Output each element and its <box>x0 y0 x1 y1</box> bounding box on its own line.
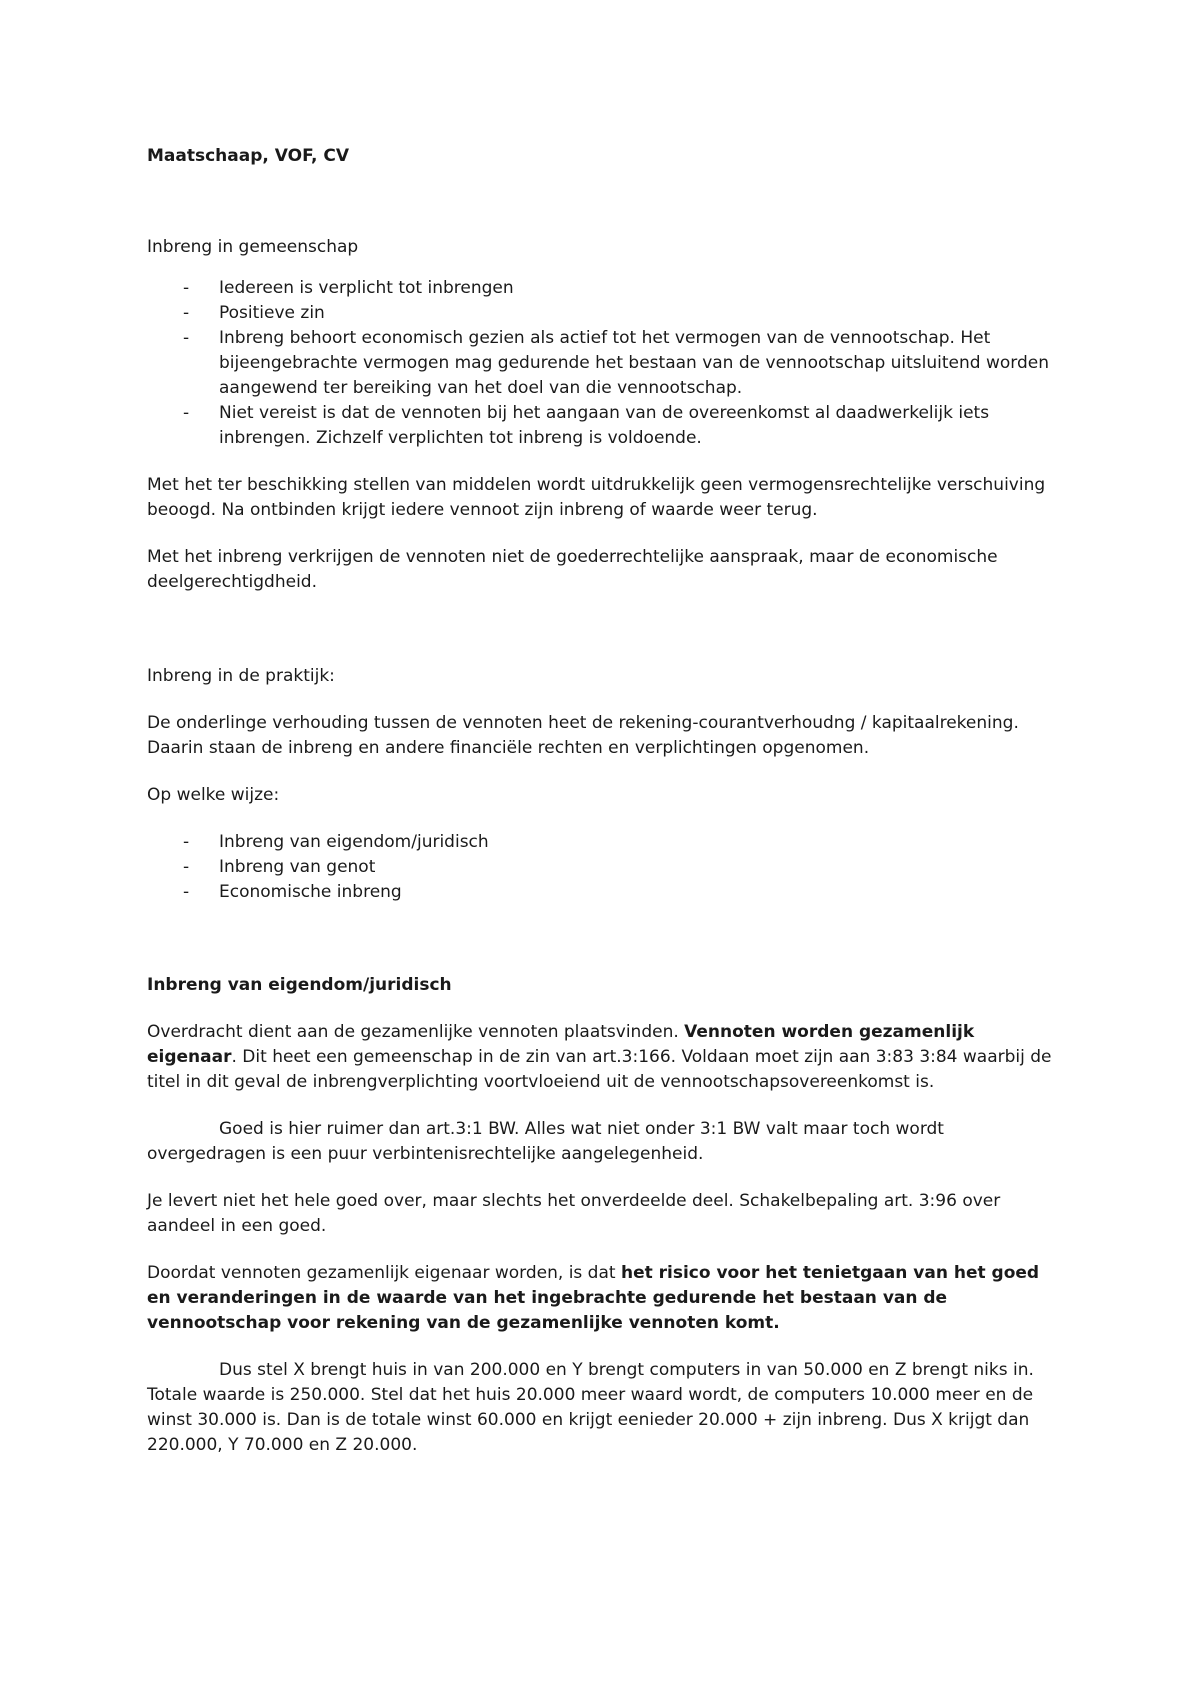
dash-bullet-icon: - <box>183 403 190 423</box>
list-item: - Economische inbreng <box>147 880 1067 905</box>
dash-bullet-icon: - <box>183 328 190 348</box>
list-item: - Positieve zin <box>147 301 1067 326</box>
emphasis-text: Vennoten worden gezamenlijk eigenaar <box>147 1022 975 1067</box>
list-item: - Inbreng van eigendom/juridisch <box>147 830 1067 855</box>
list-item: - Inbreng van genot <box>147 855 1067 880</box>
dash-bullet-icon: - <box>183 882 190 902</box>
section-heading-inbreng-in-de-praktijk: Inbreng in de praktijk: <box>147 666 335 686</box>
document-page <box>147 144 1067 1458</box>
dash-bullet-icon: - <box>183 278 190 298</box>
list-item: - Inbreng behoort economisch gezien als actief tot het vermogen van de vennootschap. Het bijeengebrachte vermogen mag gedurende het bestaan van de vennootschap uitsluitend worden aangewend ter bereiking van het doel van die vennootschap. <box>183 328 1049 398</box>
spacer <box>147 169 1067 235</box>
paragraph: Met het inbreng verkrijgen de vennoten niet de goederrechtelijke aanspraak, maar de economische deelgerechtigdheid. <box>147 547 998 592</box>
paragraph: Met het ter beschikking stellen van middelen wordt uitdrukkelijk geen vermogensrechtelijke verschuiving beoogd. Na ontbinden krijgt iedere vennoot zijn inbreng of waarde weer terug. <box>147 475 1046 520</box>
paragraph: De onderlinge verhouding tussen de vennoten heet de rekening-courantverhoudng / kapitaalrekening. Daarin staan de inbreng en andere financiële rechten en verplichtingen opgenomen. <box>147 713 1019 758</box>
document-title: Maatschaap, VOF, CV <box>147 146 349 166</box>
list-item: - Iedereen is verplicht tot inbrengen <box>147 276 1067 301</box>
paragraph: Op welke wijze: <box>147 785 280 805</box>
dash-bullet-icon: - <box>183 857 190 877</box>
section-heading-inbreng-in-gemeenschap: Inbreng in gemeenschap <box>147 237 359 257</box>
paragraph: Doordat vennoten gezamenlijk eigenaar worden, is dat het risico voor het tenietgaan van het goed en veranderingen in de waarde van het ingebrachte gedurende het bestaan van de vennootschap voor rekening van de gezamenlijke vennoten komt. <box>147 1263 1040 1333</box>
section-heading-inbreng-van-eigendom: Inbreng van eigendom/juridisch <box>147 975 452 995</box>
bullet-list <box>147 276 1067 451</box>
paragraph: Overdracht dient aan de gezamenlijke vennoten plaatsvinden. Vennoten worden gezamenlijk eigenaar. Dit heet een gemeenschap in de zin van art.3:166. Voldaan moet zijn aan 3:83 3:84 waarbij de titel in dit geval de inbrengverplichting voortvloeiend uit de vennootschapsovereenkomst is. <box>147 1022 1052 1092</box>
indented-paragraph: Goed is hier ruimer dan art.3:1 BW. Alles wat niet onder 3:1 BW valt maar toch wordt overgedragen is een puur verbintenisrechtelijke aangelegenheid. <box>147 1119 944 1164</box>
paragraph: Je levert niet het hele goed over, maar slechts het onverdeelde deel. Schakelbepaling art. 3:96 over aandeel in een goed. <box>147 1191 1001 1236</box>
dash-bullet-icon: - <box>183 832 190 852</box>
bullet-list <box>147 830 1067 905</box>
dash-bullet-icon: - <box>183 303 190 323</box>
indented-paragraph: Dus stel X brengt huis in van 200.000 en Y brengt computers in van 50.000 en Z brengt niks in. Totale waarde is 250.000. Stel dat het huis 20.000 meer waard wordt, de computers 10.000 meer en de winst 30.000 is. Dan is de totale winst 60.000 en krijgt eenieder 20.000 + zijn inbreng. Dus X krijgt dan 220.000, Y 70.000 en Z 20.000. <box>147 1360 1034 1455</box>
emphasis-text: het risico voor het tenietgaan van het goed en veranderingen in de waarde van het ingebrachte gedurende het bestaan van de vennootschap voor rekening van de gezamenlijke vennoten komt. <box>147 1263 1040 1333</box>
list-item: - Niet vereist is dat de vennoten bij het aangaan van de overeenkomst al daadwerkelijk iets inbrengen. Zichzelf verplichten tot inbreng is voldoende. <box>183 403 990 448</box>
